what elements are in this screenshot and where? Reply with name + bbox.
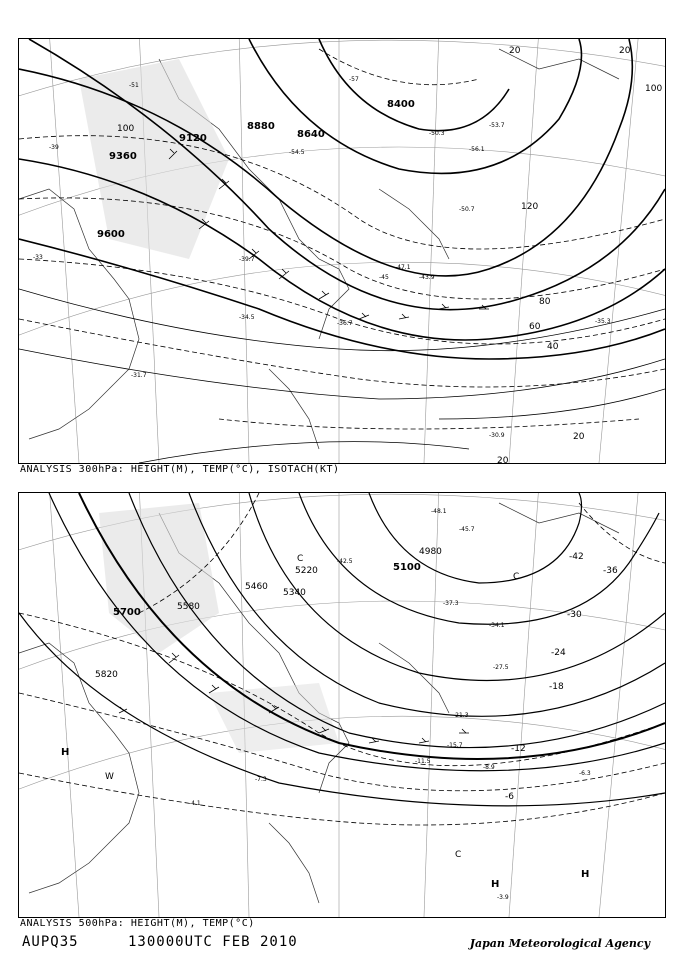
- lower-high-center-2: H: [491, 879, 500, 890]
- upper-isotachs: [19, 289, 665, 463]
- lower-chart-caption: ANALYSIS 500hPa: HEIGHT(M), TEMP(°C): [20, 918, 255, 929]
- upper-obs-9: -36.7: [337, 320, 353, 327]
- upper-isotach-label-6: 100: [645, 84, 663, 94]
- upper-obs-13: -30.9: [489, 432, 505, 439]
- upper-isotach-label-9: 20: [573, 432, 585, 442]
- lower-temp-label-6: -12: [511, 744, 526, 754]
- lower-obs-3: -42.5: [337, 558, 353, 565]
- lower-temp-label-2: -36: [603, 566, 618, 576]
- upper-obs-7: -43.9: [419, 274, 435, 281]
- upper-isotach-label-1: 20: [509, 46, 521, 56]
- lower-warm-center-1: W: [105, 772, 114, 782]
- lower-height-label-4: 5340: [283, 588, 306, 598]
- upper-isotach-label-2: 20: [619, 46, 631, 56]
- lower-temp-label-1: -42: [569, 552, 584, 562]
- upper-height-label-5: 9360: [109, 151, 137, 162]
- lower-obs-4: -37.3: [443, 600, 459, 607]
- upper-temp-label-5: -33: [33, 254, 43, 261]
- lower-temp-label-5: -18: [549, 682, 564, 692]
- lower-obs-1: -48.1: [431, 508, 447, 515]
- lower-obs-13: -4.1: [189, 800, 201, 807]
- lower-high-center-1: H: [61, 747, 70, 758]
- agency-name: Japan Meteorological Agency: [469, 937, 650, 950]
- lower-obs-2: -45.7: [459, 526, 475, 533]
- lower-temp-label-7: -6: [505, 792, 514, 802]
- lower-shading: [99, 503, 339, 753]
- upper-isotach-label-8: 100: [117, 124, 135, 134]
- valid-time: 130000UTC FEB 2010: [128, 934, 298, 950]
- lower-cold-center-3: C: [455, 850, 462, 860]
- lower-obs-8: -15.7: [447, 742, 463, 749]
- upper-isotach-label-4: 60: [529, 322, 541, 332]
- lower-obs-10: -8.9: [483, 764, 495, 771]
- lower-height-label-2: 5100: [393, 562, 421, 573]
- upper-chart-map: [19, 39, 665, 463]
- upper-obs-5: -50.7: [459, 206, 475, 213]
- lower-temp-label-4: -24: [551, 648, 566, 658]
- upper-temp-label-4: -39: [49, 144, 59, 151]
- lower-obs-11: -6.3: [579, 770, 591, 777]
- lower-height-label-3: 5220: [295, 566, 318, 576]
- lower-cold-center-1: C: [297, 554, 304, 564]
- lower-height-label-6: 5580: [177, 602, 200, 612]
- upper-isotach-label-3: 40: [547, 342, 559, 352]
- upper-temp-label-2: -51: [129, 82, 139, 89]
- upper-isotach-label-10: 20: [497, 456, 509, 463]
- lower-obs-9: -11.5: [415, 758, 431, 765]
- upper-isotach-label-5: 80: [539, 297, 551, 307]
- lower-height-label-1: 4980: [419, 547, 442, 557]
- upper-temp-label-3: -45: [379, 274, 389, 281]
- upper-chart-panel: [18, 38, 666, 464]
- lower-height-label-8: 5820: [95, 670, 118, 680]
- lower-height-label-5: 5460: [245, 582, 268, 592]
- upper-height-label-6: 9600: [97, 229, 125, 240]
- upper-obs-12: -31.7: [131, 372, 147, 379]
- lower-obs-6: -27.5: [493, 664, 509, 671]
- upper-height-label-2: 8640: [297, 129, 325, 140]
- lower-obs-12: -3.9: [497, 894, 509, 901]
- upper-obs-8: -39.7: [239, 256, 255, 263]
- lower-obs-14: -7.3: [255, 776, 267, 783]
- upper-obs-2: -54.5: [289, 149, 305, 156]
- chart-id: AUPQ35: [22, 934, 79, 950]
- upper-obs-1: -53.7: [489, 122, 505, 129]
- lower-height-label-7: 5700: [113, 607, 141, 618]
- lower-obs-5: -34.1: [489, 622, 505, 629]
- upper-height-label-3: 8880: [247, 121, 275, 132]
- lower-high-center-3: H: [581, 869, 590, 880]
- upper-chart-caption: ANALYSIS 300hPa: HEIGHT(M), TEMP(°C), ISOTACH(KT): [20, 464, 340, 475]
- upper-obs-3: -50.3: [429, 130, 445, 137]
- upper-obs-11: -35.3: [595, 318, 611, 325]
- lower-temp-label-3: -30: [567, 610, 582, 620]
- upper-obs-6: -47.1: [395, 264, 411, 271]
- lower-chart-panel: [18, 492, 666, 918]
- upper-obs-10: -34.5: [239, 314, 255, 321]
- upper-obs-4: -56.1: [469, 146, 485, 153]
- upper-temp-label-1: -57: [349, 76, 359, 83]
- lower-chart-map: [19, 493, 665, 917]
- lower-obs-7: -21.3: [453, 712, 469, 719]
- upper-isotach-label-7: 120: [521, 202, 539, 212]
- upper-height-label-1: 8400: [387, 99, 415, 110]
- lower-cold-center-2: C: [513, 572, 520, 582]
- upper-height-label-4: 9120: [179, 133, 207, 144]
